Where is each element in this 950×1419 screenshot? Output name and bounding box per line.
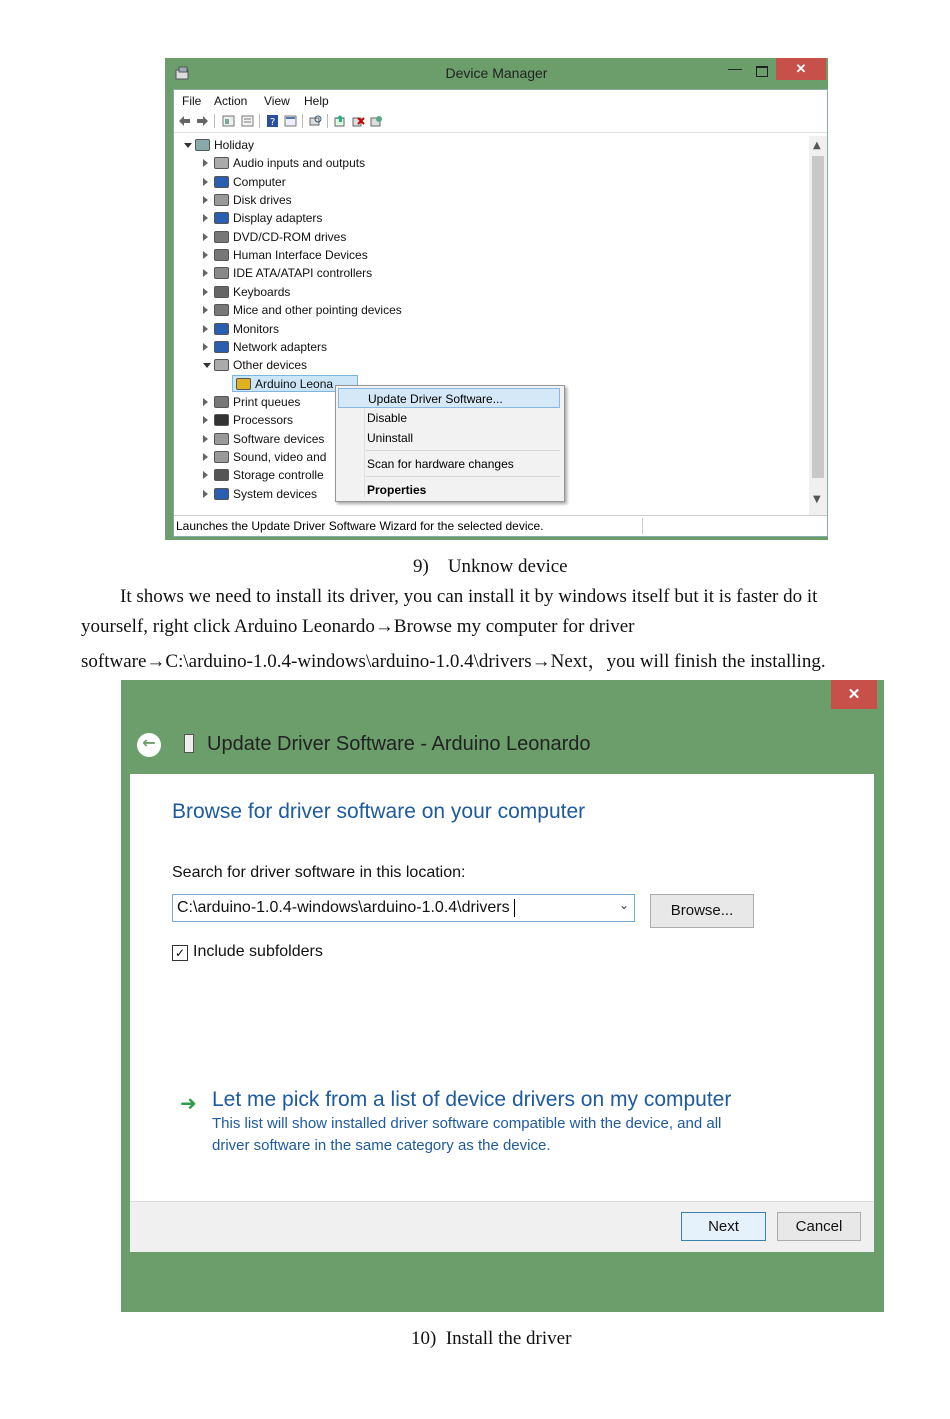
close-button[interactable]: ✕ <box>831 680 877 709</box>
maximize-button[interactable] <box>750 60 774 82</box>
collapse-arrow-icon[interactable] <box>203 196 208 204</box>
collapse-arrow-icon[interactable] <box>203 343 208 351</box>
chevron-down-icon[interactable]: ⌄ <box>618 898 629 912</box>
monitor-icon <box>214 176 229 188</box>
display-adapter-icon <box>214 212 229 224</box>
figure-caption-10: 10) Install the driver <box>411 1328 572 1349</box>
collapse-arrow-icon[interactable] <box>203 306 208 314</box>
pick-from-list-link[interactable]: Let me pick from a list of device drivers on my computer <box>212 1088 732 1111</box>
menu-item-label: Disable <box>367 411 408 425</box>
monitor-icon <box>214 323 229 335</box>
toolbar-divider <box>302 114 303 128</box>
wizard-body <box>130 774 874 1252</box>
storage-icon <box>214 469 229 481</box>
include-subfolders-label[interactable]: Include subfolders <box>193 943 323 960</box>
tree-item-label: Network adapters <box>233 340 328 354</box>
toolbar <box>174 110 827 133</box>
menu-separator <box>366 450 560 451</box>
collapse-arrow-icon[interactable] <box>203 159 208 167</box>
menu-item-update-driver[interactable] <box>338 388 560 408</box>
back-arrow-icon: ← <box>142 733 156 752</box>
mouse-icon <box>214 304 229 316</box>
window-title: Update Driver Software - Arduino Leonardo <box>207 733 591 755</box>
sound-icon <box>214 451 229 463</box>
figure-caption-9: 9) Unknow device <box>413 556 568 577</box>
menu-separator <box>366 476 560 477</box>
processor-icon <box>214 414 229 426</box>
tree-item-label: IDE ATA/ATAPI controllers <box>233 266 373 280</box>
ide-icon <box>214 267 229 279</box>
collapse-arrow-icon[interactable] <box>203 490 208 498</box>
action-view-icon[interactable] <box>284 115 297 127</box>
collapse-arrow-icon[interactable] <box>203 471 208 479</box>
collapse-arrow-icon[interactable] <box>203 288 208 296</box>
menu-item-label: Scan for hardware changes <box>367 457 514 471</box>
text-caret <box>514 899 515 917</box>
maximize-icon <box>756 66 768 77</box>
tree-item-label: Disk drives <box>233 193 292 207</box>
hid-icon <box>214 249 229 261</box>
collapse-arrow-icon[interactable] <box>203 416 208 424</box>
window-title: Device Manager <box>445 65 548 81</box>
software-device-icon <box>214 433 229 445</box>
back-icon[interactable] <box>178 115 191 127</box>
keyboard-icon <box>214 286 229 298</box>
close-button[interactable]: ✕ <box>776 58 826 80</box>
back-button[interactable] <box>137 733 161 757</box>
tree-item-label: Mice and other pointing devices <box>233 303 402 317</box>
next-button[interactable]: Next <box>681 1212 766 1241</box>
pick-description-line-2: driver software in the same category as the device. <box>212 1137 551 1154</box>
path-combobox[interactable] <box>172 894 635 922</box>
properties-icon[interactable] <box>241 115 254 127</box>
forward-icon[interactable] <box>196 115 209 127</box>
collapse-arrow-icon[interactable] <box>203 269 208 277</box>
green-arrow-icon: ➜ <box>180 1091 197 1115</box>
menu-item-label: Update Driver Software... <box>368 392 503 406</box>
paragraph-line-2: yourself, right click Arduino Leonardo→Browse my computer for driver <box>81 616 635 637</box>
device-icon <box>184 734 194 753</box>
tree-item-label: Holiday <box>214 138 255 152</box>
update-driver-window <box>121 680 884 1312</box>
uninstall-icon[interactable] <box>352 115 365 127</box>
vertical-scrollbar[interactable] <box>809 136 827 516</box>
paragraph-line-3: software→C:\arduino-1.0.4-windows\arduino-1.0.4\drivers→Next，you will finish the installing. <box>81 651 826 672</box>
tree-item-label: Sound, video and <box>233 450 327 464</box>
chevron-down-icon[interactable]: ▼ <box>813 494 821 505</box>
collapse-arrow-icon[interactable] <box>203 214 208 222</box>
collapse-arrow-icon[interactable] <box>203 453 208 461</box>
tree-item-label: Keyboards <box>233 285 291 299</box>
tree-item-label: Processors <box>233 413 294 427</box>
status-bar <box>174 515 827 536</box>
collapse-arrow-icon[interactable] <box>203 178 208 186</box>
menu-item-scan[interactable] <box>338 454 560 474</box>
menu-item-label: Uninstall <box>367 431 414 445</box>
network-icon <box>214 341 229 353</box>
help-icon[interactable] <box>266 115 279 127</box>
toolbar-divider <box>259 114 260 128</box>
tree-item-label: Human Interface Devices <box>233 248 368 262</box>
speaker-icon <box>214 157 229 169</box>
path-input-value[interactable]: C:\arduino-1.0.4-windows\arduino-1.0.4\drivers <box>177 899 510 916</box>
collapse-arrow-icon[interactable] <box>203 435 208 443</box>
computer-icon <box>195 139 210 151</box>
scan-hardware-icon[interactable] <box>309 115 322 127</box>
menu-item-properties[interactable] <box>338 480 560 500</box>
tree-item-label: Print queues <box>233 395 301 409</box>
toolbar-divider <box>327 114 328 128</box>
context-menu <box>335 385 565 502</box>
menu-view[interactable]: View <box>264 94 290 108</box>
dvd-icon <box>214 231 229 243</box>
disk-icon <box>214 194 229 206</box>
unknown-device-icon <box>214 359 229 371</box>
tree-item-label: Other devices <box>233 358 308 372</box>
menu-help[interactable]: Help <box>304 94 329 108</box>
button-footer <box>130 1201 874 1252</box>
update-driver-icon[interactable] <box>334 115 347 127</box>
title-bar <box>165 58 828 88</box>
printer-icon <box>214 396 229 408</box>
cancel-button[interactable]: Cancel <box>777 1212 861 1241</box>
enable-device-icon[interactable] <box>370 115 383 127</box>
tree-item-label: Storage controlle <box>233 468 324 482</box>
scroll-thumb[interactable] <box>812 156 824 478</box>
svg-text:?: ? <box>270 117 276 127</box>
tree-item-label: Computer <box>233 175 286 189</box>
tree-item-label: Display adapters <box>233 211 323 225</box>
search-location-label: Search for driver software in this location: <box>172 864 466 881</box>
status-divider <box>642 518 643 534</box>
tree-item-label: DVD/CD-ROM drives <box>233 230 347 244</box>
tree-item-label: System devices <box>233 487 318 501</box>
collapse-arrow-icon[interactable] <box>203 325 208 333</box>
menu-item-label: Properties <box>367 483 427 497</box>
menu-file[interactable]: File <box>182 94 202 108</box>
menu-item-disable[interactable] <box>338 408 560 428</box>
minimize-button[interactable]: — <box>728 60 742 76</box>
menu-bar <box>174 90 827 110</box>
pick-description-line-1: This list will show installed driver software compatible with the device, and all <box>212 1115 722 1132</box>
expand-arrow-icon[interactable] <box>203 363 211 368</box>
tree-item-label: Audio inputs and outputs <box>233 156 366 170</box>
tree-item-label: Arduino Leona <box>255 377 334 391</box>
collapse-arrow-icon[interactable] <box>203 251 208 259</box>
warning-device-icon <box>236 378 251 390</box>
tree-item-label: Software devices <box>233 432 325 446</box>
chevron-up-icon[interactable]: ▲ <box>813 140 821 151</box>
system-icon <box>214 488 229 500</box>
toolbar-divider <box>214 114 215 128</box>
collapse-arrow-icon[interactable] <box>203 233 208 241</box>
status-text: Launches the Update Driver Software Wizard for the selected device. <box>176 519 544 533</box>
browse-button[interactable]: Browse... <box>650 894 754 928</box>
tree-item-label: Monitors <box>233 322 280 336</box>
page-heading: Browse for driver software on your computer <box>172 800 586 823</box>
expand-arrow-icon[interactable] <box>184 143 192 148</box>
menu-action[interactable]: Action <box>214 94 248 108</box>
paragraph-line-1: It shows we need to install its driver, you can install it by windows itself but it is faster do it <box>120 586 818 607</box>
collapse-arrow-icon[interactable] <box>203 398 208 406</box>
include-subfolders-checkbox[interactable]: ✓ <box>172 945 188 961</box>
menu-item-uninstall[interactable] <box>338 428 560 448</box>
show-hide-icon[interactable] <box>222 115 235 127</box>
